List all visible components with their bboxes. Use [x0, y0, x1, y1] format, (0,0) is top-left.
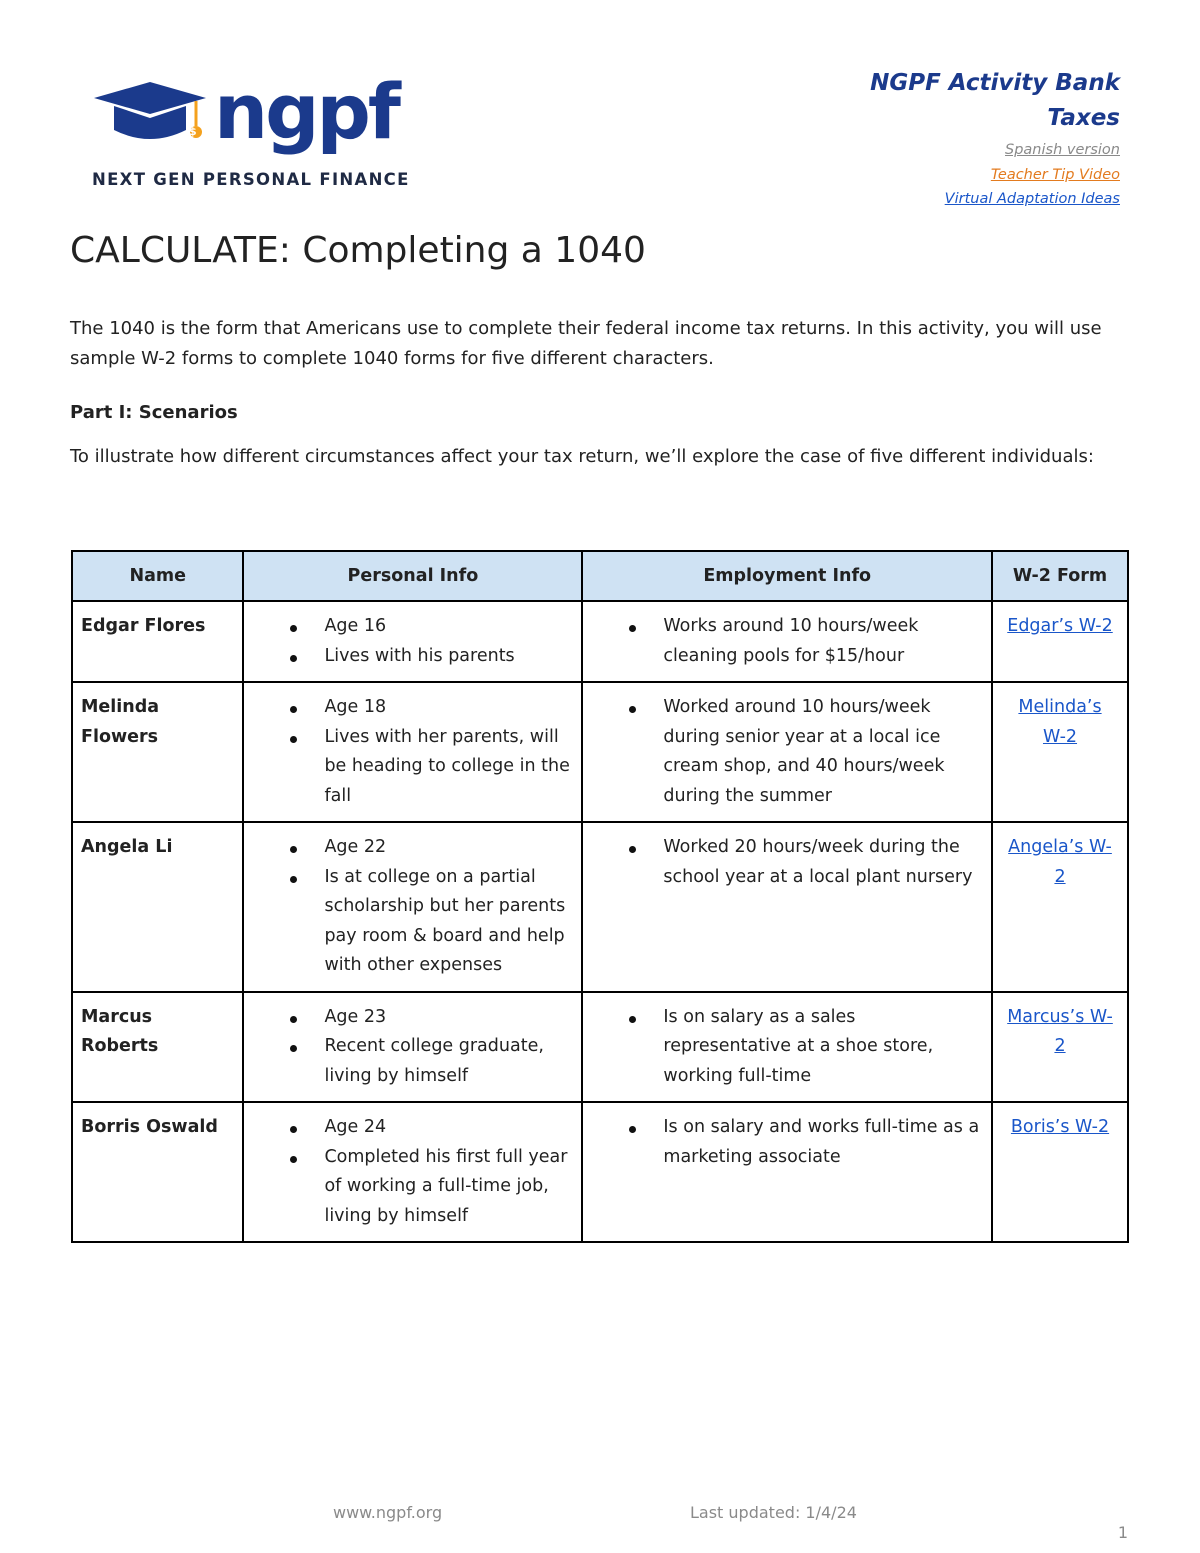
virtual-adaptation-link[interactable]: Virtual Adaptation Ideas [944, 191, 1120, 207]
list-item: Worked around 10 hours/week during senior year at a local ice cream shop, and 40 hours/week during the summer [663, 693, 983, 811]
svg-text:$: $ [189, 125, 197, 138]
employment-info-cell [582, 601, 992, 682]
employment-info-cell [582, 682, 992, 822]
teacher-tip-video-link[interactable]: Teacher Tip Video [990, 166, 1120, 183]
employment-info-cell [582, 822, 992, 992]
w2-link-marcus[interactable]: Marcus’s W-2 [1007, 1006, 1113, 1056]
list-item: Is on salary and works full-time as a marketing associate [663, 1113, 983, 1172]
logo-tagline: NEXT GEN PERSONAL FINANCE [92, 170, 410, 189]
w2-cell [992, 682, 1128, 822]
w2-cell [992, 1102, 1128, 1242]
personal-info-cell [243, 1102, 582, 1242]
list-item: Is at college on a partial scholarship but her parents pay room & board and help with other expenses [324, 863, 573, 981]
column-header-employment: Employment Info [582, 551, 992, 601]
footer-url[interactable]: www.ngpf.org [333, 1503, 443, 1522]
page-title: CALCULATE: Completing a 1040 [70, 230, 646, 271]
page-number: 1 [1117, 1523, 1128, 1542]
list-item: Age 22 [324, 833, 573, 863]
spanish-version-link[interactable]: Spanish version [1005, 142, 1120, 158]
personal-info-cell [243, 822, 582, 992]
w2-link-angela[interactable]: Angela’s W-2 [1008, 837, 1112, 887]
list-item: Is on salary as a sales representative at a shoe store, working full-time [663, 1003, 983, 1092]
column-header-name: Name [72, 551, 243, 601]
table-row [72, 1102, 1128, 1242]
scenarios-table [71, 550, 1129, 1243]
w2-cell [992, 822, 1128, 992]
list-item: Age 23 [324, 1003, 573, 1033]
w2-cell [992, 601, 1128, 682]
footer-last-updated: Last updated: 1/4/24 [690, 1503, 857, 1522]
column-header-w2: W-2 Form [992, 551, 1128, 601]
employment-info-cell [582, 1102, 992, 1242]
topic-label: Taxes [1047, 105, 1120, 131]
person-name: Edgar Flores [72, 601, 243, 682]
part-description: To illustrate how different circumstances affect your tax return, we’ll explore the case of five different individuals: [70, 446, 1094, 467]
list-item: Lives with his parents [324, 642, 573, 672]
personal-info-cell [243, 682, 582, 822]
person-name: Borris Oswald [72, 1102, 243, 1242]
table-header-row [72, 551, 1128, 601]
personal-info-cell [243, 992, 582, 1103]
person-name: Melinda Flowers [72, 682, 243, 822]
list-item: Age 24 [324, 1113, 573, 1143]
list-item: Worked 20 hours/week during the school year at a local plant nursery [663, 833, 983, 892]
list-item: Age 16 [324, 612, 573, 642]
part-heading: Part I: Scenarios [70, 402, 238, 423]
activity-bank-label: NGPF Activity Bank [870, 70, 1120, 96]
list-item: Age 18 [324, 693, 573, 723]
personal-info-cell [243, 601, 582, 682]
list-item: Works around 10 hours/week cleaning pools for $15/hour [663, 612, 983, 671]
activity-header [640, 68, 1120, 212]
list-item: Recent college graduate, living by himself [324, 1032, 573, 1091]
list-item: Completed his first full year of working a full-time job, living by himself [324, 1143, 573, 1232]
intro-paragraph: The 1040 is the form that Americans use to complete their federal income tax returns. In this activity, you will use sample W-2 forms to complete 1040 forms for five different characters. [70, 318, 1102, 369]
w2-link-boris[interactable]: Boris’s W-2 [1010, 1117, 1110, 1137]
employment-info-cell [582, 992, 992, 1103]
w2-link-melinda[interactable]: Melinda’s W-2 [1018, 697, 1102, 747]
w2-link-edgar[interactable]: Edgar’s W-2 [1007, 616, 1113, 636]
person-name: Marcus Roberts [72, 992, 243, 1103]
table-row [72, 601, 1128, 682]
graduation-cap-icon [94, 82, 206, 139]
person-name: Angela Li [72, 822, 243, 992]
table-row [72, 992, 1128, 1103]
logo-wordmark: ngpf [214, 70, 398, 156]
list-item: Lives with her parents, will be heading to college in the fall [324, 723, 573, 812]
table-row [72, 682, 1128, 822]
table-row [72, 822, 1128, 992]
column-header-personal: Personal Info [243, 551, 582, 601]
w2-cell [992, 992, 1128, 1103]
